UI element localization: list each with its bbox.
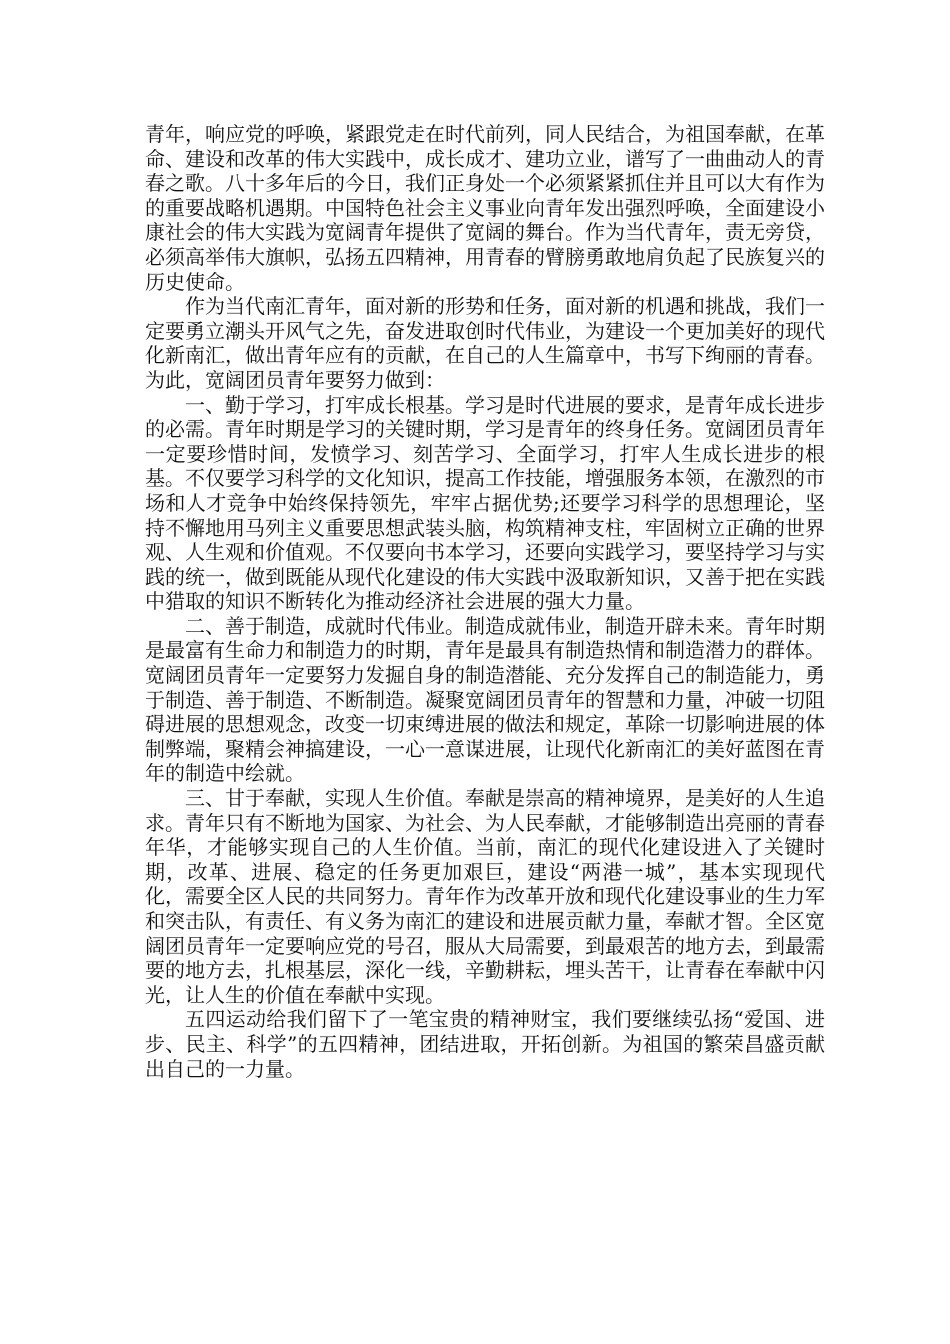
paragraph-point-three-dedicate: 三、甘于奉献，实现人生价值。奉献是崇高的精神境界，是美好的人生追求。青年只有不断地为国家、为社会、为人民奉献，才能够制造出亮丽的青春年华，才能够实现自己的人生价值。当前，南汇的现代化建设进入了关键时期，改革、进展、稳定的任务更加艰巨，建设“两港一城”，基本实现现代化，需要全区人民的共同努力。青年作为改革开放和现代化建设事业的生力军和突击队，有责任、有义务为南汇的建设和进展贡献力量，奉献才智。全区宽阔团员青年一定要响应党的号召，服从大局需要，到最艰苦的地方去，到最需要的地方去，扎根基层，深化一线，辛勤耕耘，埋头苦干，让青春在奉献中闪光，让人生的价值在奉献中实现。 bbox=[145, 786, 825, 1007]
document-body bbox=[145, 122, 825, 1081]
paragraph-intro: 青年，响应党的呼唤，紧跟党走在时代前列，同人民结合，为祖国奉献，在革命、建设和改革的伟大实践中，成长成才、建功立业，谱写了一曲曲动人的青春之歌。八十多年后的今日，我们正身处一个必须紧紧抓住并且可以大有作为的重要战略机遇期。中国特色社会主义事业向青年发出强烈呼唤，全面建设小康社会的伟大实践为宽阔青年提供了宽阔的舞台。作为当代青年，责无旁贷，必须高举伟大旗帜，弘扬五四精神，用青春的臂膀勇敢地肩负起了民族复兴的历史使命。 bbox=[145, 122, 825, 294]
paragraph-nanhui-youth: 作为当代南汇青年，面对新的形势和任务，面对新的机遇和挑战，我们一定要勇立潮头开风气之先，奋发进取创时代伟业，为建设一个更加美好的现代化新南汇，做出青年应有的贡献，在自己的人生篇章中，书写下绚丽的青春。为此，宽阔团员青年要努力做到： bbox=[145, 294, 825, 392]
paragraph-point-two-create: 二、善于制造，成就时代伟业。制造成就伟业，制造开辟未来。青年时期是最富有生命力和制造力的时期，青年是最具有制造热情和制造潜力的群体。宽阔团员青年一定要努力发掘自身的制造潜能、充分发挥自己的制造能力，勇于制造、善于制造、不断制造。凝聚宽阔团员青年的智慧和力量，冲破一切阻碍进展的思想观念，改变一切束缚进展的做法和规定，革除一切影响进展的体制弊端，聚精会神搞建设，一心一意谋进展，让现代化新南汇的美好蓝图在青年的制造中绘就。 bbox=[145, 613, 825, 786]
paragraph-conclusion: 五四运动给我们留下了一笔宝贵的精神财宝，我们要继续弘扬“爱国、进步、民主、科学”的五四精神，团结进取，开拓创新。为祖国的繁荣昌盛贡献出自己的一力量。 bbox=[145, 1007, 825, 1081]
paragraph-point-one-study: 一、勤于学习，打牢成长根基。学习是时代进展的要求，是青年成长进步的必需。青年时期是学习的关键时期，学习是青年的终身任务。宽阔团员青年一定要珍惜时间，发愤学习、刻苦学习、全面学习，打牢人生成长进步的根基。不仅要学习科学的文化知识，提高工作技能，增强服务本领，在激烈的市场和人才竞争中始终保持领先，牢牢占据优势;还要学习科学的思想理论，坚持不懈地用马列主义重要思想武装头脑，构筑精神支柱，牢固树立正确的世界观、人生观和价值观。不仅要向书本学习，还要向实践学习，要坚持学习与实践的统一，做到既能从现代化建设的伟大实践中汲取新知识，又善于把在实践中猎取的知识不断转化为推动经济社会进展的强大力量。 bbox=[145, 392, 825, 614]
